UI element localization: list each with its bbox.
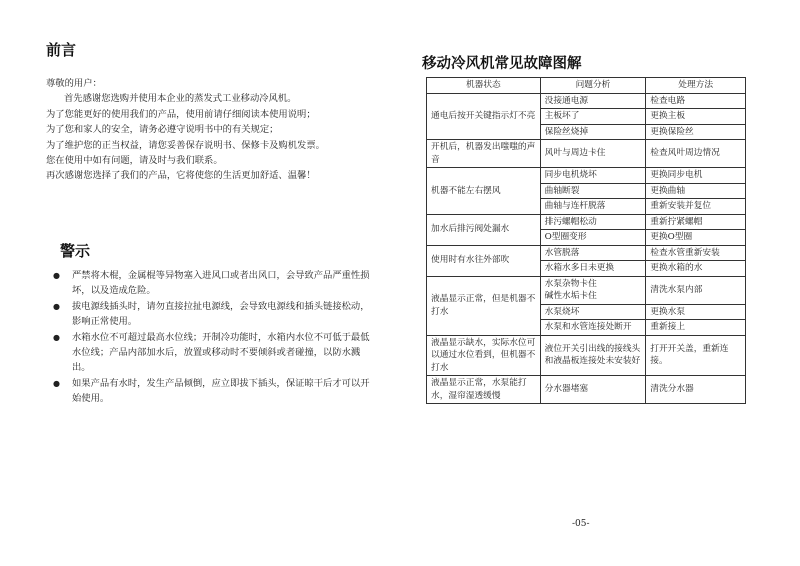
analysis-cell: 水泵杂物卡住 碱性水垢卡住 [540, 276, 646, 304]
analysis-cell: 同步电机烧坏 [540, 168, 646, 184]
analysis-cell: 排污螺帽松动 [540, 214, 646, 230]
warning-title: 警示 [60, 242, 91, 260]
status-cell: 机器不能左右摆风 [427, 168, 541, 215]
bullet-icon: ● [53, 332, 60, 342]
solution-cell: 重新接上 [646, 320, 746, 336]
analysis-cell: 水泵烧坏 [540, 304, 646, 320]
preface-line: 首先感谢您选购并使用本企业的蒸发式工业移动冷风机。 [64, 93, 297, 105]
bullet-icon: ● [53, 271, 60, 280]
status-cell: 液晶显示正常，水泵能打水，湿帘湿透缓慢 [427, 376, 541, 404]
analysis-cell: 没接通电源 [540, 93, 646, 109]
status-cell: 使用时有水往外部吹 [427, 245, 541, 276]
analysis-cell: 水泵和水管连接处断开 [540, 320, 646, 336]
troubleshooting-table [426, 77, 746, 404]
analysis-cell: 分水器堵塞 [540, 376, 646, 404]
table-row [427, 245, 746, 261]
table-row [427, 335, 746, 376]
solution-cell: 更换曲轴 [646, 183, 746, 199]
page-number: -05- [572, 519, 590, 529]
solution-cell: 打开开关盖，重新连接。 [646, 335, 746, 376]
solution-cell: 检查风叶周边情况 [646, 140, 746, 168]
solution-cell: 更换保险丝 [646, 124, 746, 140]
bullet-icon: ● [53, 378, 60, 388]
analysis-cell: 曲轴断裂 [540, 183, 646, 199]
analysis-cell: 曲轴与连杆脱落 [540, 199, 646, 215]
table-row [427, 276, 746, 304]
warning-text: 如果产品有水时，发生产品倾倒，应立即拔下插头，保证晾干后才可以开始使用。 [72, 377, 370, 405]
preface-line: 再次感谢您选择了我们的产品，它将使您的生活更加舒适、温馨！ [46, 170, 316, 182]
status-cell: 开机后，机器发出嗤嗤的声音 [427, 140, 541, 168]
analysis-cell: O型圈变形 [540, 230, 646, 246]
solution-cell: 更换水泵 [646, 304, 746, 320]
preface-title: 前言 [46, 41, 77, 59]
solution-cell: 更换水箱的水 [646, 261, 746, 277]
solution-cell: 更换O型圈 [646, 230, 746, 246]
table-header-row [427, 78, 746, 94]
preface-line: 为了您能更好的使用我们的产品，使用前请仔细阅读本使用说明； [46, 108, 316, 120]
troubleshooting-title: 移动冷风机常见故障图解 [422, 56, 582, 72]
analysis-cell: 液位开关引出线的接线头和液晶板连接处未安装好 [540, 335, 646, 376]
solution-cell: 重新拧紧螺帽 [646, 214, 746, 230]
status-cell: 加水后排污阀处漏水 [427, 214, 541, 245]
table-row [427, 140, 746, 168]
status-cell: 液晶显示缺水，实际水位可以通过水位看到，但机器不打水 [427, 335, 541, 376]
analysis-cell: 保险丝烧掉 [540, 124, 646, 140]
preface-greeting: 尊敬的用户： [46, 78, 102, 89]
header-solution: 处理方法 [646, 78, 746, 94]
table-row [427, 168, 746, 184]
table-row [427, 376, 746, 404]
warning-text: 严禁将木棍，金属棍等异物塞入进风口或者出风口，会导致产品严重性损坏，以及造成危险。 [72, 270, 370, 297]
solution-cell: 更换同步电机 [646, 168, 746, 184]
warning-text: 水箱水位不可超过最高水位线；开制冷功能时，水箱内水位不可低于最低水位线；产品内部加水后，放置或移动时不要倾斜或者碰撞，以防水溅出。 [72, 331, 370, 374]
solution-cell: 清洗水泵内部 [646, 276, 746, 304]
solution-cell: 重新安装并复位 [646, 199, 746, 215]
warning-text: 拔电源线插头时，请勿直接拉扯电源线，会导致电源线和插头链接松动，影响正常使用。 [72, 300, 370, 328]
analysis-cell: 主板坏了 [540, 109, 646, 125]
bullet-icon: ● [53, 301, 60, 311]
analysis-cell: 水箱水多日未更换 [540, 261, 646, 277]
analysis-cell: 风叶与周边卡住 [540, 140, 646, 168]
analysis-cell: 水管脱落 [540, 245, 646, 261]
status-cell: 通电后按开关键指示灯不亮 [427, 93, 541, 140]
status-cell: 液晶显示正常，但是机器不打水 [427, 276, 541, 335]
solution-cell: 检查电路 [646, 93, 746, 109]
table-row [427, 93, 746, 109]
header-analysis: 问题分析 [540, 78, 646, 94]
warning-item [50, 330, 376, 376]
preface-line: 您在使用中如有问题，请及时与我们联系。 [46, 155, 223, 167]
preface-body [46, 76, 376, 184]
warning-item [50, 268, 376, 299]
table-row [427, 214, 746, 230]
solution-cell: 检查水管重新安装 [646, 245, 746, 261]
header-status: 机器状态 [427, 78, 541, 94]
preface-line: 为了您和家人的安全，请务必遵守说明书中的有关规定； [46, 124, 279, 136]
warning-item [50, 299, 376, 330]
solution-cell: 清洗分水器 [646, 376, 746, 404]
warning-list [50, 268, 376, 407]
preface-line: 为了维护您的正当权益，请您妥善保存说明书、保修卡及购机发票。 [46, 139, 325, 151]
warning-item [50, 376, 376, 407]
solution-cell: 更换主板 [646, 109, 746, 125]
